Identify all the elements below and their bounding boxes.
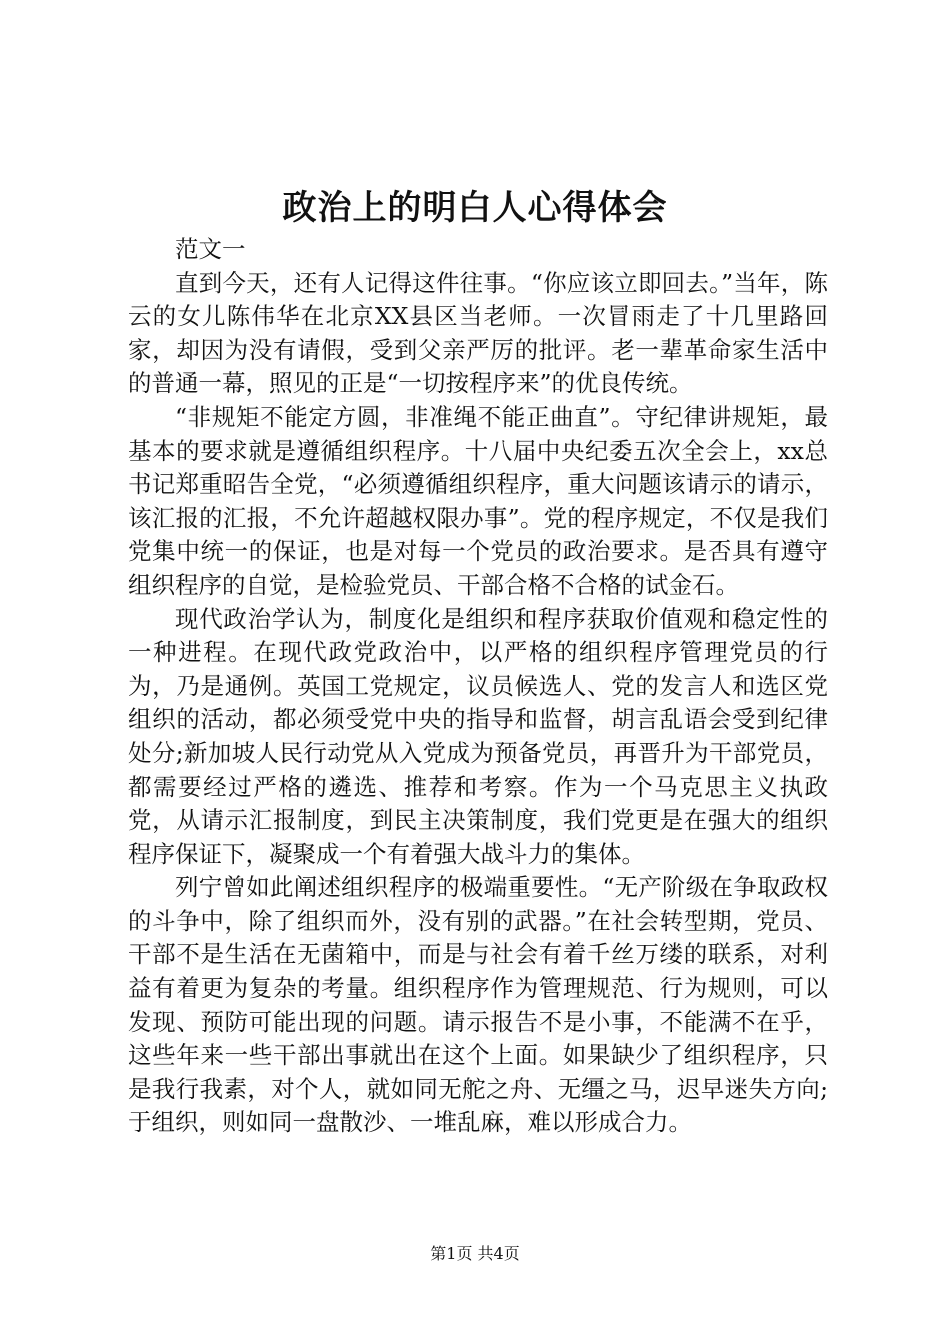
paragraph: 列宁曾如此阐述组织程序的极端重要性。“无产阶级在争取政权的斗争中，除了组织而外，没有别的武器。”在社会转型期，党员、干部不是生活在无菌箱中，而是与社会有着千丝万缕的联系，对利益有着更为复杂的考量。组织程序作为管理规范、行为规则，可以发现、预防可能出现的问题。请示报告不是小事，不能满不在乎，这些年来一些干部出事就出在这个上面。如果缺少了组织程序，只是我行我素，对个人，就如同无舵之舟、无缰之马，迟早迷失方向;于组织，则如同一盘散沙、一堆乱麻，难以形成合力。 [128, 873, 828, 1137]
paragraph: 现代政治学认为，制度化是组织和程序获取价值观和稳定性的一种进程。在现代政党政治中，以严格的组织程序管理党员的行为，乃是通例。英国工党规定，议员候选人、党的发言人和选区党组织的活动，都必须受党中央的指导和监督，胡言乱语会受到纪律处分;新加坡人民行动党从入党成为预备党员，再晋升为干部党员，都需要经过严格的遴选、推荐和考察。作为一个马克思主义执政党，从请示汇报制度，到民主决策制度，我们党更是在强大的组织程序保证下，凝聚成一个有着强大战斗力的集体。 [128, 604, 828, 868]
document-title: 政治上的明白人心得体会 [282, 188, 668, 228]
paragraph: “非规矩不能定方圆，非准绳不能正曲直”。守纪律讲规矩，最基本的要求就是遵循组织程序。十八届中央纪委五次全会上，xx总书记郑重昭告全党，“必须遵循组织程序，重大问题该请示的请示，该汇报的汇报，不允许超越权限办事”。党的程序规定，不仅是我们党集中统一的保证，也是对每一个党员的政治要求。是否具有遵守组织程序的自觉，是检验党员、干部合格不合格的试金石。 [128, 402, 828, 599]
document-body [128, 233, 828, 1140]
page-number: 第1页 共4页 [430, 1244, 520, 1263]
paragraph-heading: 范文一 [175, 235, 246, 263]
paragraph: 直到今天，还有人记得这件往事。“你应该立即回去。”当年，陈云的女儿陈伟华在北京XX县区当老师。一次冒雨走了十几里路回家，却因为没有请假，受到父亲严厉的批评。老一辈革命家生活中的普通一幕，照见的正是“一切按程序来”的优良传统。 [128, 268, 828, 398]
